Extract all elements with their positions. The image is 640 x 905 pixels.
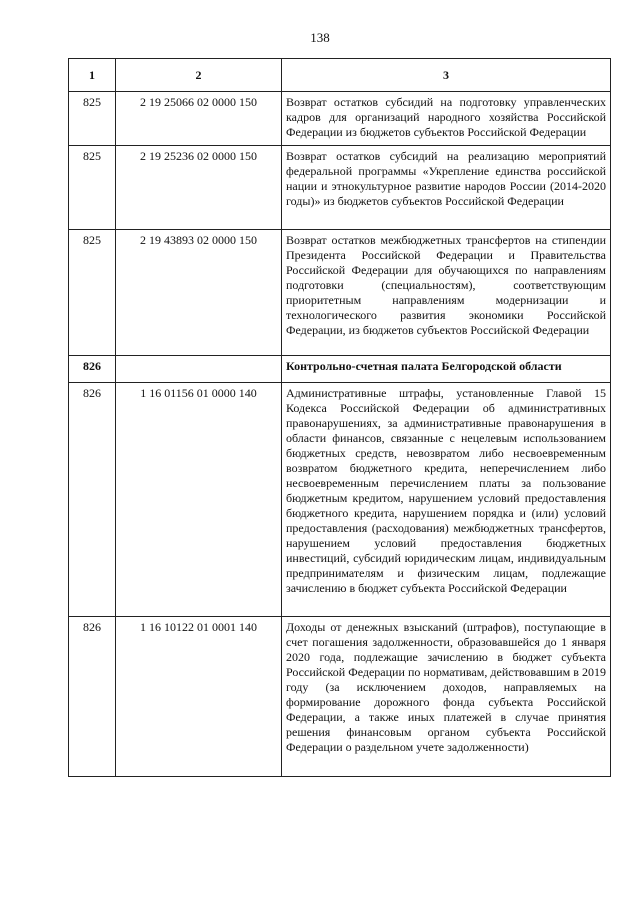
kbk-code-cell: 2 19 25236 02 0000 150 bbox=[116, 146, 282, 230]
table-row bbox=[69, 617, 611, 777]
table-row bbox=[69, 383, 611, 617]
kbk-code-cell: 1 16 10122 01 0001 140 bbox=[116, 617, 282, 777]
description-cell: Возврат остатков субсидий на подготовку управленческих кадров для организаций народного хозяйства Российской Федерации из бюджетов субъектов Российской Федерации bbox=[282, 92, 611, 146]
section-empty-cell bbox=[116, 356, 282, 383]
kbk-code-cell: 1 16 01156 01 0000 140 bbox=[116, 383, 282, 617]
admin-code-cell: 825 bbox=[69, 92, 116, 146]
table-row bbox=[69, 146, 611, 230]
budget-classification-table bbox=[68, 58, 611, 777]
admin-code-cell: 826 bbox=[69, 383, 116, 617]
kbk-code-cell: 2 19 43893 02 0000 150 bbox=[116, 230, 282, 356]
section-header-row bbox=[69, 356, 611, 383]
header-col-3: 3 bbox=[282, 59, 611, 92]
kbk-code-cell: 2 19 25066 02 0000 150 bbox=[116, 92, 282, 146]
description-cell: Возврат остатков субсидий на реализацию мероприятий федеральной программы «Укрепление единства российской нации и этнокультурное развитие народов России (2014-2020 годы)» из бюджетов субъектов Российской Федерации bbox=[282, 146, 611, 230]
page-number: 138 bbox=[310, 30, 330, 45]
description-cell: Возврат остатков межбюджетных трансфертов на стипендии Президента Российской Федерации и Правительства Российской Федерации для обучающихся по направлениям подготовки (специальностям), соответствующим приоритетным направлениям модернизации и технологического развития экономики Российской Федерации, из бюджетов субъектов Российской Федерации bbox=[282, 230, 611, 356]
admin-code-cell: 826 bbox=[69, 617, 116, 777]
table-row bbox=[69, 92, 611, 146]
section-title-cell: Контрольно-счетная палата Белгородской области bbox=[282, 356, 611, 383]
header-col-2: 2 bbox=[116, 59, 282, 92]
admin-code-cell: 825 bbox=[69, 146, 116, 230]
header-col-1: 1 bbox=[69, 59, 116, 92]
table-row bbox=[69, 230, 611, 356]
table-header-row bbox=[69, 59, 611, 92]
admin-code-cell: 825 bbox=[69, 230, 116, 356]
description-cell: Доходы от денежных взысканий (штрафов), поступающие в счет погашения задолженности, образовавшейся до 1 января 2020 года, подлежащие зачислению в бюджет субъекта Российской Федерации по нормативам, действовавшим в 2019 году (за исключением доходов, направляемых на формирование дорожного фонда субъекта Российской Федерации, а также иных платежей в случае принятия решения финансовым органом субъекта Российской Федерации о раздельном учете задолженности) bbox=[282, 617, 611, 777]
section-code-cell: 826 bbox=[69, 356, 116, 383]
description-cell: Административные штрафы, установленные Главой 15 Кодекса Российской Федерации об административных правонарушениях, за административные правонарушения в области финансов, связанные с нецелевым использованием бюджетных средств, невозвратом либо несвоевременным возвратом бюджетного кредита, неперечислением либо несвоевременным перечислением платы за пользование бюджетным кредитом, нарушением условий предоставления бюджетного кредита, нарушением порядка и (или) условий предоставления (расходования) межбюджетных трансфертов, нарушением условий предоставления бюджетных инвестиций, субсидий юридическим лицам, индивидуальным предпринимателям и физическим лицам, подлежащие зачислению в бюджет субъекта Российской Федерации bbox=[282, 383, 611, 617]
